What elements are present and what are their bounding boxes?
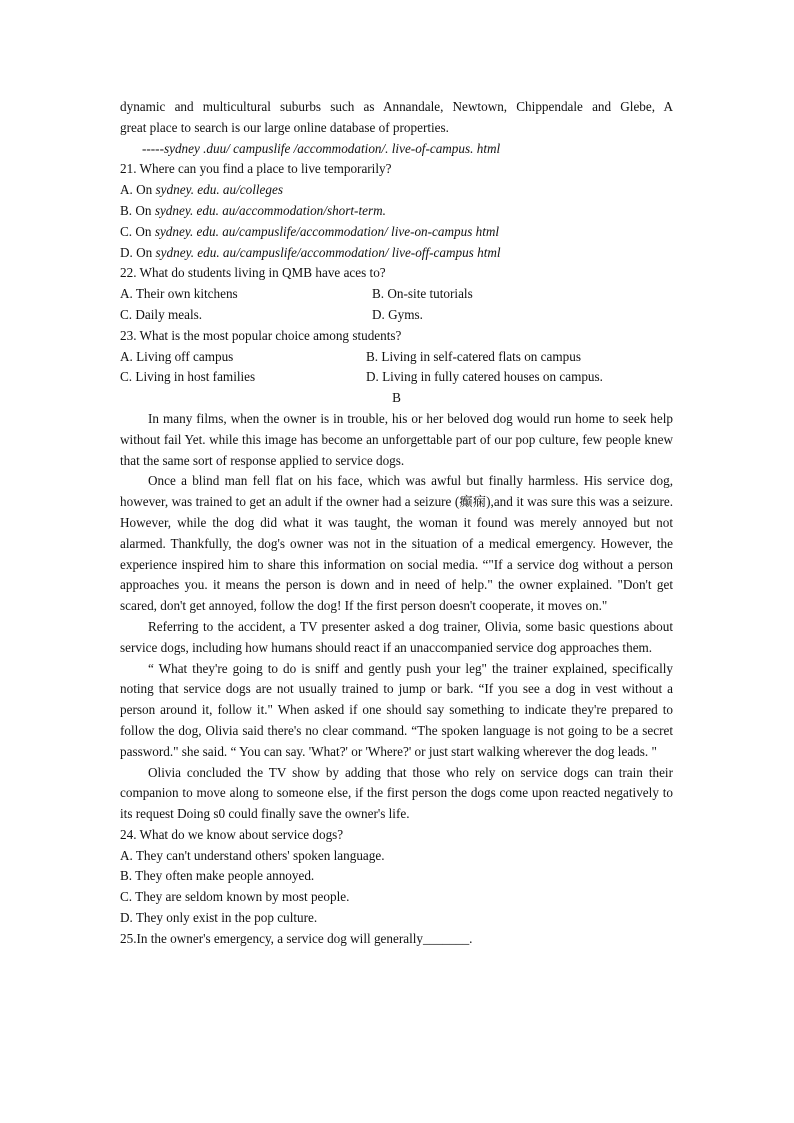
q23-row-2 [120, 367, 673, 388]
q22-row-1 [120, 284, 673, 305]
q23-row-1 [120, 347, 673, 368]
q23-option-c: C. Living in host families [120, 369, 256, 385]
passage-paragraph-3: Referring to the accident, a TV presenter asked a dog trainer, Olivia, some basic questions about service dogs, including how humans should react if an unaccompanied service dog approaches them. [120, 618, 673, 655]
passage-paragraph-1: In many films, when the owner is in trouble, his or her beloved dog would run home to seek help without fail Yet. while this image has become an unforgettable part of our pop culture, few people knew that the same sort of response applied to service dogs. [120, 410, 673, 468]
q22-row-2 [120, 305, 673, 326]
intro-line-2: great place to search is our large online database of properties. [120, 119, 449, 135]
passage-paragraph-4: “ What they're going to do is sniff and gently push your leg" the trainer explained, specifically noting that service dogs are not usually trained to jump or bark. “If you see a dog in vest without a person around it, follow it." When asked if one should say something to indicate they're prepared to follow the dog, Olivia said there's no clear command. “The spoken language is not going to be a secret password." she said. “ You can say. 'What?' or 'Where?' or just start walking wherever the dog leads. " [120, 660, 673, 759]
passage-paragraph-5: Olivia concluded the TV show by adding that those who rely on service dogs can train their companion to move along to someone else, if the first person the dogs come upon reacted negatively to its request Doing s0 could finally save the owner's life. [120, 764, 673, 822]
q21-stem: 21. Where can you find a place to live temporarily? [120, 161, 392, 177]
q21-option-d: D. On sydney. edu. au/campuslife/accommodation/ live-off-campus html [120, 244, 501, 260]
q21-option-b: B. On sydney. edu. au/accommodation/short-term. [120, 202, 386, 218]
q23-option-d: D. Living in fully catered houses on campus. [366, 369, 603, 385]
q24-option-c: C. They are seldom known by most people. [120, 889, 350, 905]
intro-line-1: dynamic and multicultural suburbs such as Annandale, Newtown, Chippendale and Glebe, A [120, 99, 673, 114]
document-page [120, 97, 673, 950]
q22-option-c: C. Daily meals. [120, 306, 203, 322]
q22-option-b: B. On-site tutorials [372, 286, 473, 302]
q22-stem: 22. What do students living in QMB have aces to? [120, 265, 386, 281]
q22-option-d: D. Gyms. [372, 306, 423, 322]
q23-option-b: B. Living in self-catered flats on campus [366, 348, 581, 364]
q24-option-a: A. They can't understand others' spoken language. [120, 847, 385, 863]
q24-stem: 24. What do we know about service dogs? [120, 826, 344, 842]
q22-option-a: A. Their own kitchens [120, 286, 238, 302]
q21-option-c: C. On sydney. edu. au/campuslife/accommodation/ live-on-campus html [120, 223, 500, 239]
q21-option-a: A. On sydney. edu. au/colleges [120, 182, 283, 198]
q25-stem: 25.In the owner's emergency, a service dog will generally_______. [120, 930, 473, 946]
q24-option-d: D. They only exist in the pop culture. [120, 910, 318, 926]
section-b-heading: B [392, 390, 401, 406]
q23-stem: 23. What is the most popular choice among students? [120, 327, 402, 343]
q23-option-a: A. Living off campus [120, 348, 234, 364]
q24-option-b: B. They often make people annoyed. [120, 868, 315, 884]
source-citation: -----sydney .duu/ campuslife /accommodation/. live-of-campus. html [142, 140, 501, 156]
passage-paragraph-2: Once a blind man fell flat on his face, which was awful but finally harmless. His service dog, however, was trained to get an adult if the owner had a seizure (癫痫),and it was sure this was a seizure. However, while the dog did what it was taught, the woman it found was merely annoyed but not alarmed. Thankfully, the dog's owner was not in the situation of a medical emergency. However, the experience inspired him to share this information on social media. “"If a service dog without a person approaches you. it means the person is down and in need of help." the owner explained. "Don't get scared, don't get annoyed, follow the dog! If the first person doesn't cooperate, it moves on." [120, 473, 673, 614]
